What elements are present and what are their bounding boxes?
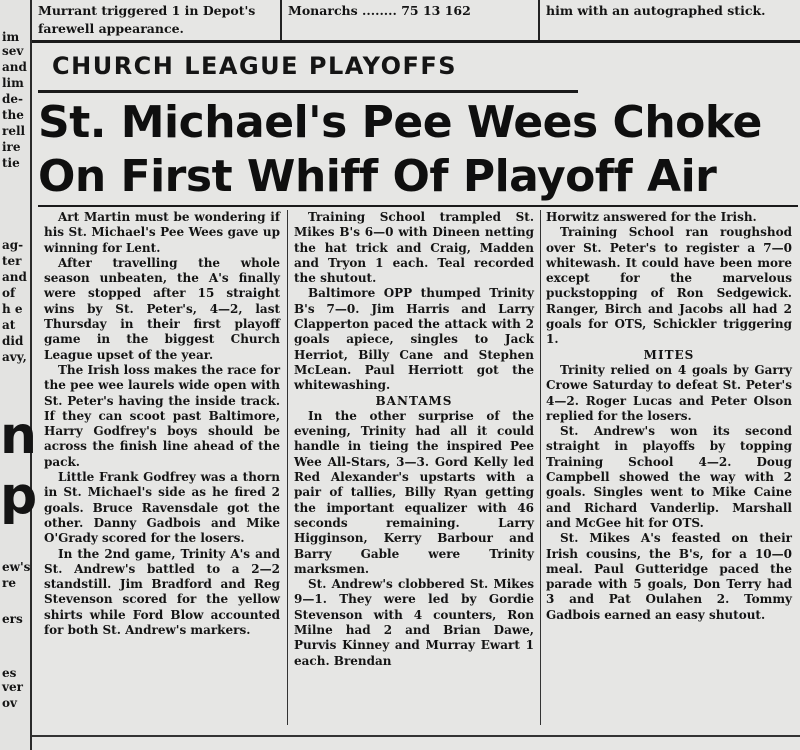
standings-row: Monarchs ........ 75 13 162 xyxy=(288,3,471,18)
article-column-1 xyxy=(44,210,280,730)
column-divider xyxy=(280,0,282,40)
side-fragment: h e xyxy=(2,302,23,316)
side-fragment: sev xyxy=(2,44,24,58)
kicker-rule xyxy=(38,90,578,93)
headline xyxy=(38,96,798,204)
side-fragment: im xyxy=(2,30,20,44)
side-fragment: ers xyxy=(2,612,23,626)
headline-line: On First Whiff Of Playoff Air xyxy=(38,151,717,202)
page-bottom-rule xyxy=(32,735,800,737)
top-left-line: Murrant triggered 1 in Depot's xyxy=(38,3,256,18)
side-fragment: at xyxy=(2,318,16,332)
paragraph: Training School trampled St. Mikes B's 6—0 with Dineen netting the hat trick and Craig, Madden and Tryon 1 each. Teal recorded the shutout. xyxy=(294,210,534,286)
paragraph: After travelling the whole season unbeaten, the A's finally were stopped after 15 straight wins by St. Peter's, 4—2, last Thursday in their first playoff game in the biggest Church League upset of the year. xyxy=(44,255,280,362)
article-column-3 xyxy=(546,210,792,730)
top-left-text xyxy=(38,2,255,38)
side-fragment: did xyxy=(2,334,24,348)
column-divider xyxy=(287,210,288,725)
paragraph: St. Andrew's won its second straight in playoffs by topping Training School 4—2. Doug Campbell showed the way with 2 goals. Singles went to Mike Caine and Richard Vanderlip. Marshall and McGee hit for OTS. xyxy=(546,424,792,530)
side-fragment: ire xyxy=(2,140,21,154)
paragraph: Training School ran roughshod over St. Peter's to register a 7—0 whitewash. It could have been more except for the marvelous puckstopping of Ron Sedgewick. Ranger, Birch and Jacobs all had 2 goals for OTS, Schickler triggering 1. xyxy=(546,225,792,347)
top-left-line: farewell appearance. xyxy=(38,21,184,36)
paragraph: Trinity relied on 4 goals by Garry Crowe Saturday to defeat St. Peter's 4—2. Roger Lucas and Peter Olson replied for the losers. xyxy=(546,362,792,423)
adjacent-column-fragment xyxy=(0,0,38,750)
paragraph: St. Andrew's clobbered St. Mikes 9—1. They were led by Gordie Stevenson with 4 counters, Ron Milne had 2 and Brian Dawe, Purvis Kinney and Murray Ewart 1 each. Brendan xyxy=(294,577,534,668)
side-fragment: and xyxy=(2,60,27,74)
section-rule xyxy=(32,40,800,43)
side-fragment: ov xyxy=(2,696,17,710)
paragraph: Little Frank Godfrey was a thorn in St. Michael's side as he fired 2 goals. Bruce Ravensdale got the other. Danny Gadbois and Mike O'Grady scored for the losers. xyxy=(44,470,280,546)
side-fragment: tie xyxy=(2,156,20,170)
side-fragment: rell xyxy=(2,124,26,138)
side-fragment: avy, xyxy=(2,350,27,364)
side-fragment: es xyxy=(2,666,17,680)
side-fragment: re xyxy=(2,576,16,590)
paragraph: Horwitz answered for the Irish. xyxy=(546,210,757,224)
previous-story-strip xyxy=(32,0,800,40)
top-right-text: him with an autographed stick. xyxy=(546,3,766,18)
headline-line: St. Michael's Pee Wees Choke xyxy=(38,97,762,148)
article-column-2 xyxy=(294,210,534,730)
side-big-letter: p xyxy=(0,466,38,526)
side-fragment: ew's xyxy=(2,560,31,574)
side-fragment: lim xyxy=(2,76,24,90)
side-fragment: the xyxy=(2,108,24,122)
side-fragment: de- xyxy=(2,92,24,106)
section-kicker: CHURCH LEAGUE PLAYOFFS xyxy=(52,52,458,80)
paragraph: St. Mikes A's feasted on their Irish cousins, the B's, for a 10—0 meal. Paul Gutteridge paced the parade with 5 goals, Don Terry had 3 and Pat Oulahen 2. Tommy Gadbois earned an easy shutout. xyxy=(546,531,792,622)
paragraph: In the other surprise of the evening, Trinity had all it could handle in tieing the inspired Pee Wee All-Stars, 3—3. Gord Kelly led Red Alexander's upstarts with a pair of tallies, Billy Ryan getting the important equalizer with 46 seconds remaining. Larry Higginson, Kerry Barbour and Barry Gable were Trinity marksmen. xyxy=(294,408,534,576)
column-divider xyxy=(538,0,540,40)
paragraph: The Irish loss makes the race for the pee wee laurels wide open with St. Peter's having the inside track. If they can scoot past Baltimore, Harry Godfrey's boys should be across the finish line ahead of the pack. xyxy=(44,362,281,469)
paragraph: Art Martin must be wondering if his St. Michael's Pee Wees gave up winning for Lent. xyxy=(44,210,280,255)
column-divider xyxy=(540,210,541,725)
side-fragment: and xyxy=(2,270,27,284)
subhead: BANTAMS xyxy=(375,393,453,408)
side-fragment: of xyxy=(2,286,16,300)
subhead: MITES xyxy=(643,347,695,362)
side-fragment: ag- xyxy=(2,238,24,252)
side-fragment: ter xyxy=(2,254,22,268)
paragraph: Baltimore OPP thumped Trinity B's 7—0. Jim Harris and Larry Clapperton paced the attack with 2 goals apiece, singles to Jack Herriot, Billy Cane and Stephen McLean. Paul Herriott got the whitewashing. xyxy=(294,286,534,393)
headline-rule xyxy=(38,205,798,207)
side-fragment: ver xyxy=(2,680,23,694)
side-big-letter: n xyxy=(0,406,38,466)
paragraph: In the 2nd game, Trinity A's and St. Andrew's battled to a 2—2 standstill. Jim Bradford and Reg Stevenson scored for the yellow shirts while Ford Blow accounted for both St. Andrew's markers. xyxy=(44,546,280,638)
